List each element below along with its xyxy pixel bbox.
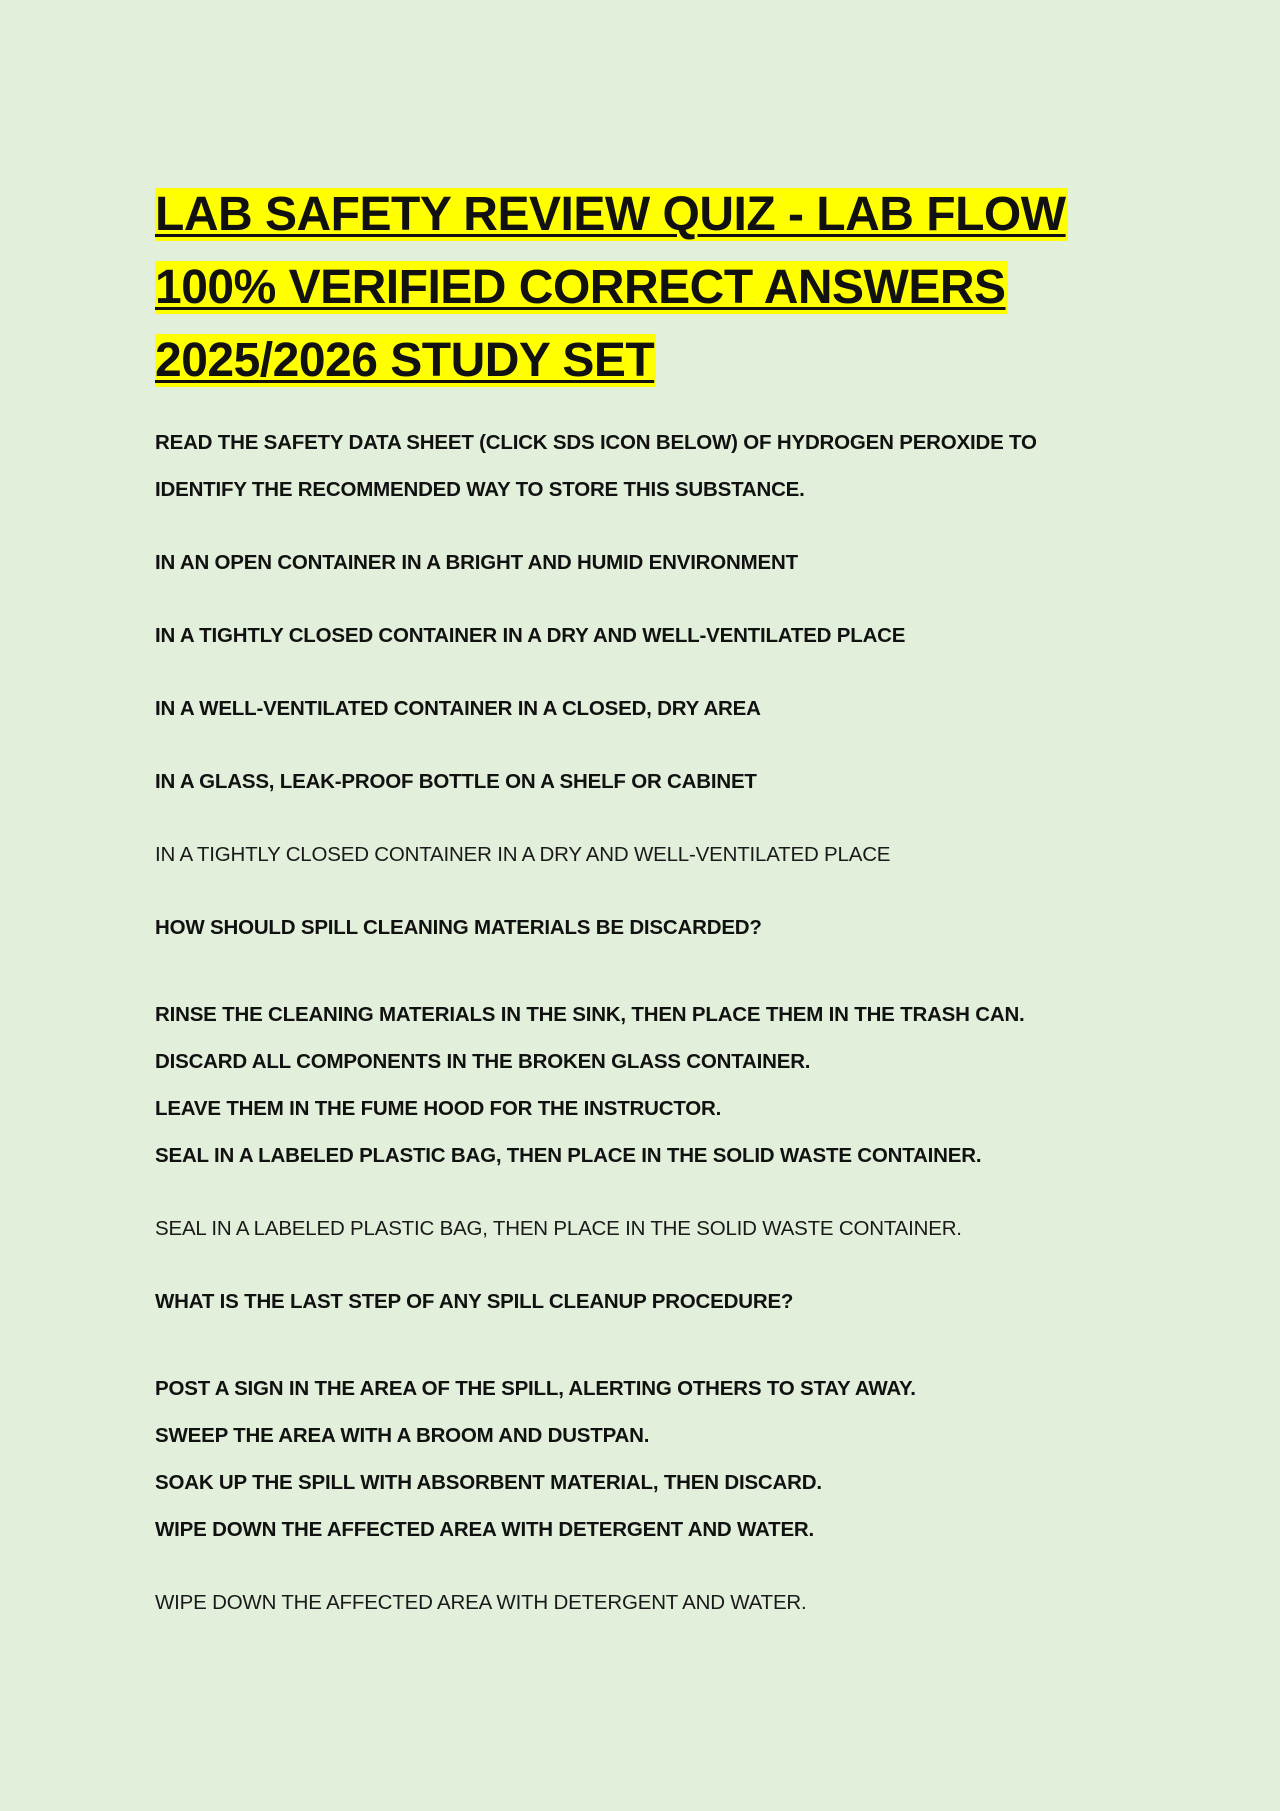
title-line-3: 2025/2026 STUDY SET	[155, 334, 655, 387]
option-item: IN A WELL-VENTILATED CONTAINER IN A CLOSED, DRY AREA	[155, 697, 761, 720]
option-item: DISCARD ALL COMPONENTS IN THE BROKEN GLASS CONTAINER.	[155, 1050, 811, 1073]
option-item: SEAL IN A LABELED PLASTIC BAG, THEN PLACE IN THE SOLID WASTE CONTAINER.	[155, 1144, 982, 1167]
answer-text: IN A TIGHTLY CLOSED CONTAINER IN A DRY AND WELL-VENTILATED PLACE	[155, 843, 891, 866]
option-item: IN AN OPEN CONTAINER IN A BRIGHT AND HUMID ENVIRONMENT	[155, 551, 798, 574]
option-item: SWEEP THE AREA WITH A BROOM AND DUSTPAN.	[155, 1424, 650, 1447]
question-block-1	[155, 419, 1115, 878]
option-item: POST A SIGN IN THE AREA OF THE SPILL, ALERTING OTHERS TO STAY AWAY.	[155, 1377, 916, 1400]
option-item: LEAVE THEM IN THE FUME HOOD FOR THE INSTRUCTOR.	[155, 1097, 722, 1120]
question-text: READ THE SAFETY DATA SHEET (CLICK SDS ICON BELOW) OF HYDROGEN PEROXIDE TO IDENTIFY THE RECOMMENDED WAY TO STORE THIS SUBSTANCE.	[155, 431, 1037, 501]
title-line-2: 100% VERIFIED CORRECT ANSWERS	[155, 261, 1006, 314]
question-block-3	[155, 1278, 1115, 1626]
option-list	[155, 539, 1115, 805]
option-item: WIPE DOWN THE AFFECTED AREA WITH DETERGENT AND WATER.	[155, 1518, 815, 1541]
option-item: IN A GLASS, LEAK-PROOF BOTTLE ON A SHELF OR CABINET	[155, 770, 757, 793]
option-list	[155, 1365, 1115, 1553]
title-line-1: LAB SAFETY REVIEW QUIZ - LAB FLOW	[155, 188, 1066, 241]
option-item: SOAK UP THE SPILL WITH ABSORBENT MATERIAL, THEN DISCARD.	[155, 1471, 822, 1494]
document-content	[155, 178, 1115, 1626]
option-item: IN A TIGHTLY CLOSED CONTAINER IN A DRY AND WELL-VENTILATED PLACE	[155, 624, 906, 647]
answer-text: SEAL IN A LABELED PLASTIC BAG, THEN PLACE IN THE SOLID WASTE CONTAINER.	[155, 1217, 962, 1240]
question-text: HOW SHOULD SPILL CLEANING MATERIALS BE DISCARDED?	[155, 916, 762, 939]
option-item: RINSE THE CLEANING MATERIALS IN THE SINK, THEN PLACE THEM IN THE TRASH CAN.	[155, 1003, 1025, 1026]
question-text: WHAT IS THE LAST STEP OF ANY SPILL CLEANUP PROCEDURE?	[155, 1290, 794, 1313]
document-title	[155, 178, 1115, 397]
question-block-2	[155, 904, 1115, 1252]
option-list	[155, 991, 1115, 1179]
answer-text: WIPE DOWN THE AFFECTED AREA WITH DETERGENT AND WATER.	[155, 1591, 807, 1614]
